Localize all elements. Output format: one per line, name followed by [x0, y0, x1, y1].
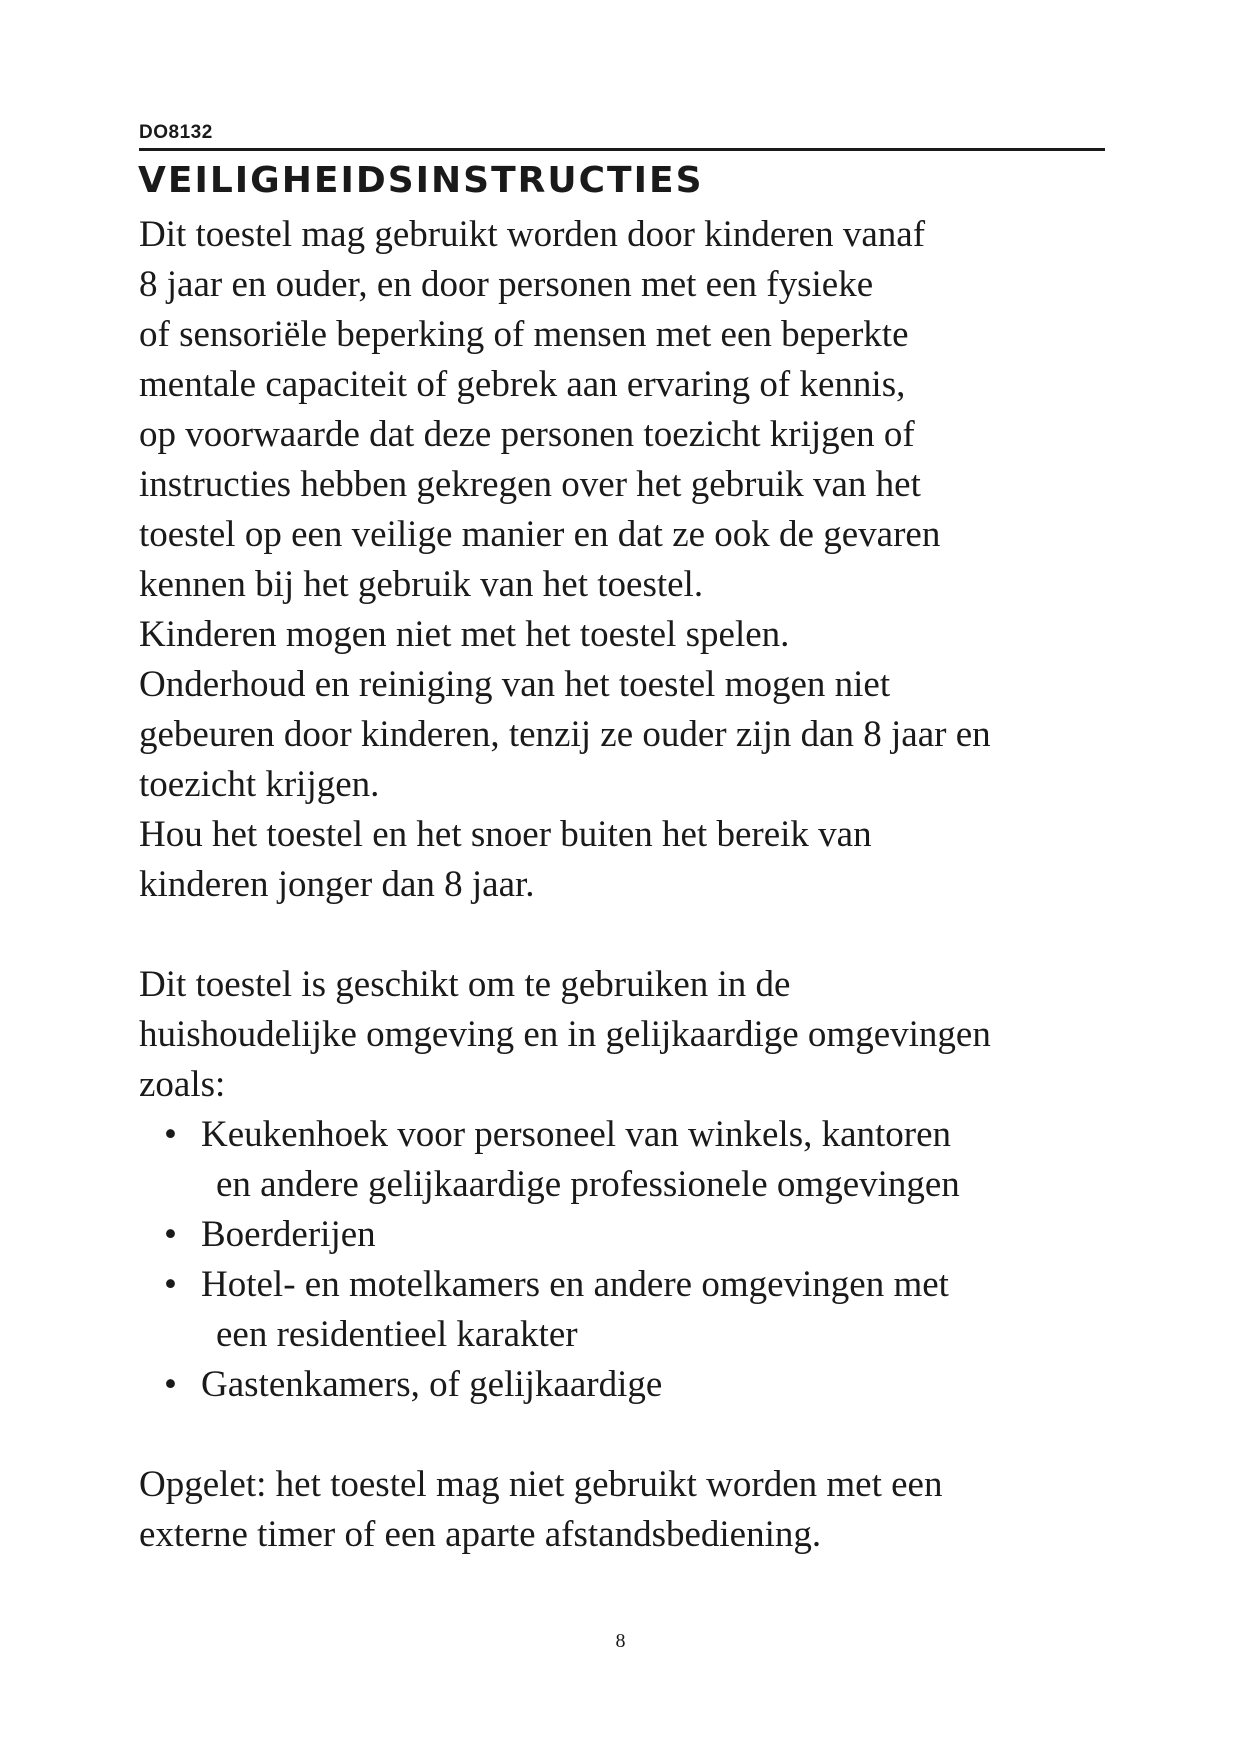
list-item [139, 1360, 1119, 1410]
list-item-continuation: en andere gelijkaardige professionele omgevingen [216, 1164, 960, 1205]
text-line: externe timer of een aparte afstandsbediening. [139, 1514, 822, 1555]
text-line: toestel op een veilige manier en dat ze ook de gevaren [139, 514, 941, 555]
text-line: kinderen jonger dan 8 jaar. [139, 864, 535, 905]
text-line: Kinderen mogen niet met het toestel spelen. [139, 614, 790, 655]
paragraph-usage-environment [139, 960, 1119, 1110]
text-line: zoals: [139, 1064, 226, 1105]
text-line: Opgelet: het toestel mag niet gebruikt worden met een [139, 1464, 943, 1505]
text-line: mentale capaciteit of gebrek aan ervaring of kennis, [139, 364, 906, 405]
page-number: 8 [615, 1630, 626, 1652]
bullet-list [139, 1110, 1119, 1410]
page-title: VEILIGHEIDSINSTRUCTIES [138, 160, 704, 201]
text-line: Hou het toestel en het snoer buiten het bereik van [139, 814, 872, 855]
header-divider [139, 148, 1105, 151]
document-body [139, 210, 1119, 1560]
text-line: kennen bij het gebruik van het toestel. [139, 564, 704, 605]
list-item [139, 1260, 1119, 1360]
list-item-text: Boerderijen [201, 1214, 376, 1255]
paragraph-child-safety [139, 210, 1119, 910]
text-line: 8 jaar en ouder, en door personen met een fysieke [139, 264, 874, 305]
text-line: toezicht krijgen. [139, 764, 380, 805]
text-line: of sensoriële beperking of mensen met een beperkte [139, 314, 909, 355]
bullet-icon: • [164, 1264, 177, 1305]
paragraph-warning [139, 1460, 1119, 1560]
paragraph-spacer [139, 910, 1119, 960]
bullet-icon: • [164, 1214, 177, 1255]
list-item-text: Hotel- en motelkamers en andere omgevingen met [201, 1264, 949, 1305]
text-line: op voorwaarde dat deze personen toezicht krijgen of [139, 414, 915, 455]
list-item-text: Gastenkamers, of gelijkaardige [201, 1364, 663, 1405]
list-item [139, 1110, 1119, 1210]
bullet-icon: • [164, 1114, 177, 1155]
text-line: instructies hebben gekregen over het gebruik van het [139, 464, 921, 505]
paragraph-spacer [139, 1410, 1119, 1460]
list-item [139, 1210, 1119, 1260]
text-line: Onderhoud en reiniging van het toestel mogen niet [139, 664, 891, 705]
text-line: huishoudelijke omgeving en in gelijkaardige omgevingen [139, 1014, 991, 1055]
list-item-text: Keukenhoek voor personeel van winkels, kantoren [201, 1114, 952, 1155]
text-line: Dit toestel mag gebruikt worden door kinderen vanaf [139, 214, 926, 255]
bullet-icon: • [164, 1364, 177, 1405]
model-number: DO8132 [139, 122, 213, 143]
text-line: gebeuren door kinderen, tenzij ze ouder zijn dan 8 jaar en [139, 714, 991, 755]
text-line: Dit toestel is geschikt om te gebruiken in de [139, 964, 791, 1005]
list-item-continuation: een residentieel karakter [216, 1314, 578, 1355]
